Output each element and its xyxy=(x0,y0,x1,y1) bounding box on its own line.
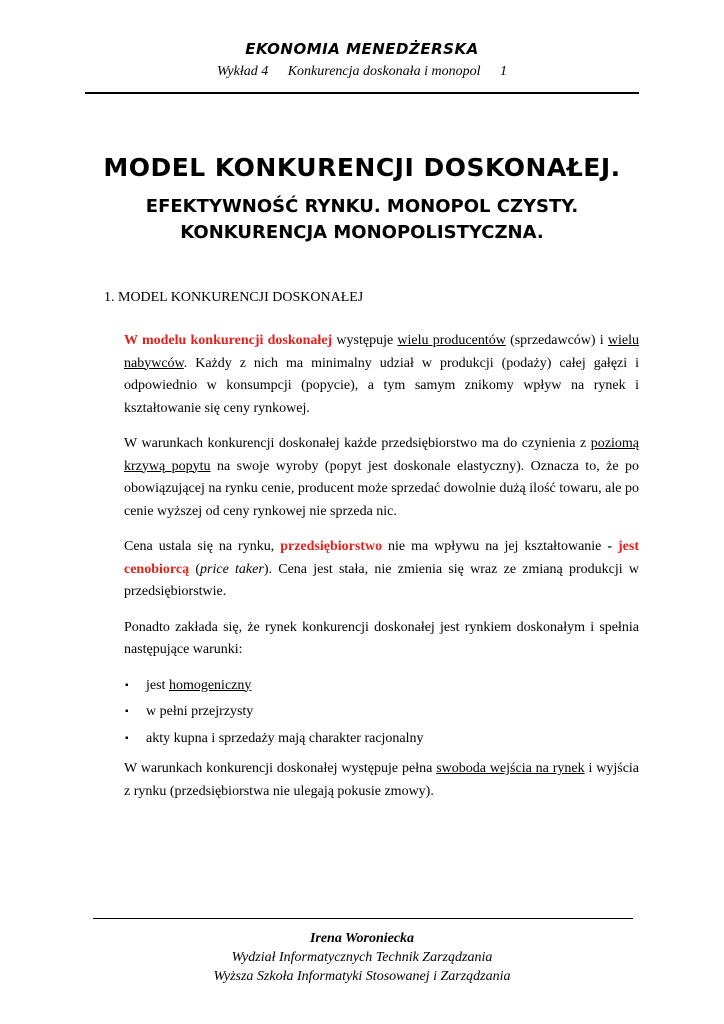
document-header-subtitle xyxy=(0,64,724,80)
document-header-title: EKONOMIA MENEDŻERSKA xyxy=(245,40,479,58)
underlined-term: wielu producentów xyxy=(397,333,506,348)
paragraph-5: W warunkach konkurencji doskonałej występuje pełna swoboda wejścia na rynek i wyjścia z rynku (przedsiębiorstwa nie ulegają pokusie zmowy). xyxy=(124,761,640,799)
section-body xyxy=(124,330,639,816)
footer-divider xyxy=(93,918,633,919)
conditions-list xyxy=(124,675,639,751)
list-item: ▪ akty kupna i sprzedaży mają charakter racjonalny xyxy=(124,728,639,751)
highlight-term: jest cenobiorcą xyxy=(124,539,639,577)
list-item: ▪ jest homogeniczny xyxy=(124,675,639,698)
lecture-number: Wykład 4 xyxy=(217,64,269,79)
italic-term: price taker xyxy=(200,561,264,577)
paragraph-2: W warunkach konkurencji doskonałej każde przedsiębiorstwo ma do czynienia z poziomą krzywą popytu na swoje wyroby (popyt jest doskonale elastyczny). Oznacza to, że po obowiązującej na rynku cenie, producent może sprzedać dowolnie dużą ilość towaru, ale po cenie wyższej od ceny rynkowej nie sprzeda nic. xyxy=(124,436,639,519)
paragraph-4: Ponadto zakłada się, że rynek konkurencji doskonałej jest rynkiem doskonałym i spełnia następujące warunki: xyxy=(124,619,639,657)
list-item: ▪ w pełni przejrzysty xyxy=(124,701,639,724)
highlight-term: przedsiębiorstwo xyxy=(280,539,383,554)
footer-school: Wyższa Szkoła Informatyki Stosowanej i Zarządzania xyxy=(213,969,511,984)
underlined-term: wielu nabywców xyxy=(124,333,640,371)
page-title: MODEL KONKURENCJI DOSKONAŁEJ. xyxy=(103,153,621,182)
underlined-term: poziomą krzywą popytu xyxy=(124,436,639,474)
footer-faculty: Wydział Informatycznych Technik Zarządzania xyxy=(231,950,493,965)
header-divider xyxy=(85,92,639,94)
section-heading: 1. MODEL KONKURENCJI DOSKONAŁEJ xyxy=(104,290,364,305)
subtitle-line-1: EFEKTYWNOŚĆ RYNKU. MONOPOL CZYSTY. xyxy=(145,196,579,217)
paragraph-1: W modelu konkurencji doskonałej występuje wielu producentów (sprzedawców) i wielu nabywców. Każdy z nich ma minimalny udział w produkcji (podaży) całej gałęzi i odpowiednio w konsumpcji (popycie), a tym samym znikomy wpływ na rynek i kształtowanie się ceny rynkowej. xyxy=(124,333,640,416)
highlight-term: W modelu konkurencji doskonałej xyxy=(124,333,333,348)
document-footer xyxy=(0,929,724,986)
underlined-term: homogeniczny xyxy=(168,677,252,693)
paragraph-3: Cena ustala się na rynku, przedsiębiorstwo nie ma wpływu na jej kształtowanie - jest cenobiorcą (price taker). Cena jest stała, nie zmienia się wraz ze zmianą produkcji w przedsiębiorstwie. xyxy=(124,539,639,599)
page-subtitle xyxy=(0,194,724,246)
square-bullet-icon: ▪ xyxy=(125,732,129,744)
underlined-term: swoboda wejścia na rynek xyxy=(436,761,585,776)
page-number: 1 xyxy=(499,64,507,79)
subtitle-line-2: KONKURENCJA MONOPOLISTYCZNA. xyxy=(180,222,544,243)
footer-author: Irena Woroniecka xyxy=(309,931,415,946)
square-bullet-icon: ▪ xyxy=(125,679,129,691)
square-bullet-icon: ▪ xyxy=(125,706,129,717)
lecture-topic: Konkurencja doskonała i monopol xyxy=(287,64,481,79)
